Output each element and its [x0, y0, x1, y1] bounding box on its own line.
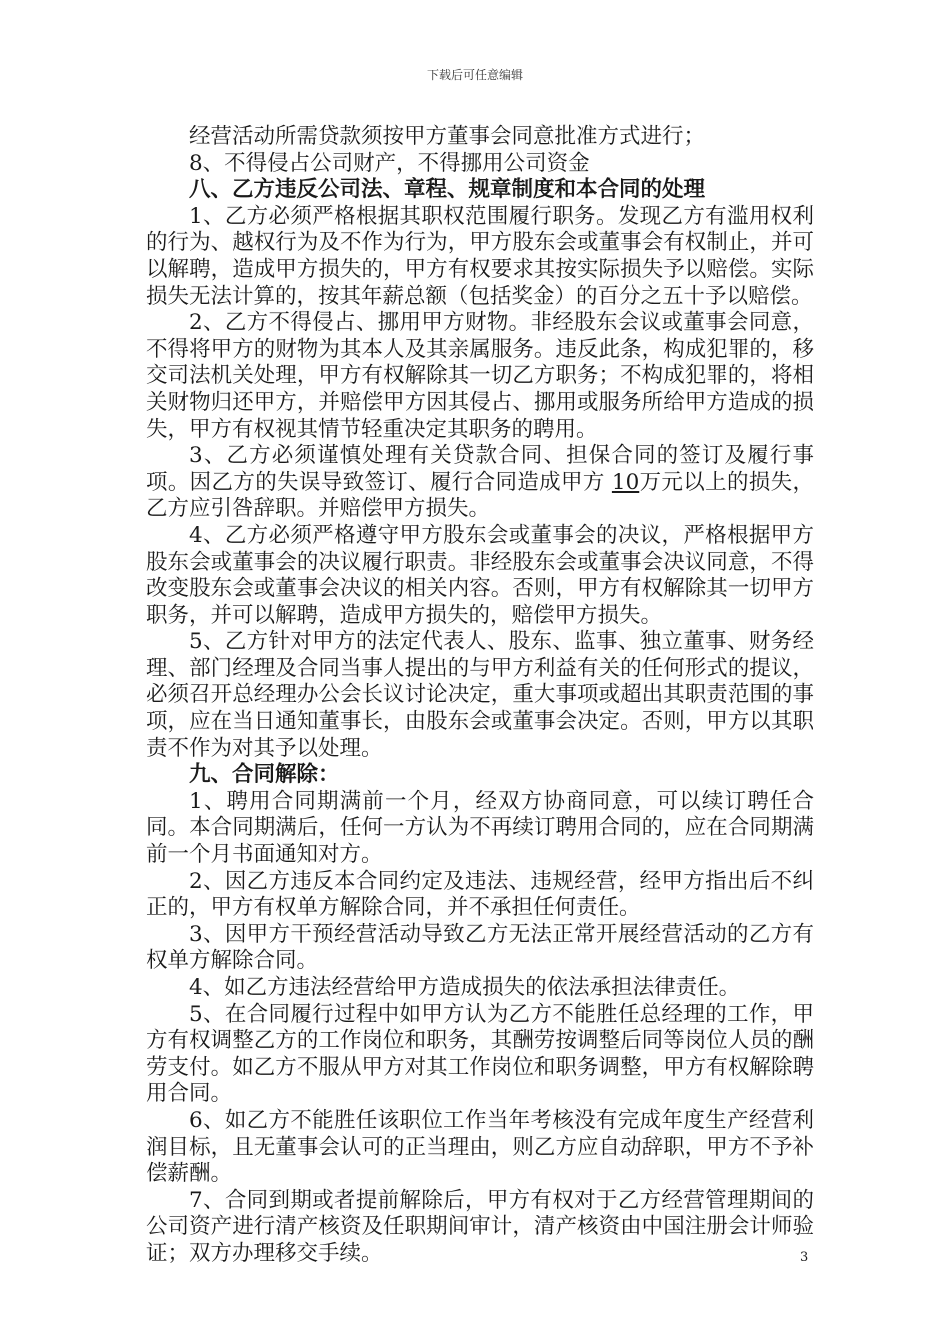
section-8-clause-1: 1、乙方必须严格根据其职权范围履行职务。发现乙方有滥用权利的行为、越权行为及不作为行为，甲方股东会或董事会有权制止，并可以解聘，造成甲方损失的，甲方有权要求其按实际损失予以赔偿。实际损失无法计算的，按其年薪总额（包括奖金）的百分之五十予以赔偿。 [146, 203, 814, 309]
section-9-clause-2: 2、因乙方违反本合同约定及违法、违规经营，经甲方指出后不纠正的，甲方有权单方解除合同，并不承担任何责任。 [146, 868, 814, 921]
document-body [146, 124, 814, 1268]
section-8-clause-4: 4、乙方必须严格遵守甲方股东会或董事会的决议，严格根据甲方股东会或董事会的决议履行职责。非经股东会或董事会决议同意，不得改变股东会或董事会决议的相关内容。否则，甲方有权解除其一切甲方职务，并可以解聘，造成甲方损失的，赔偿甲方损失。 [146, 522, 814, 628]
section-9-clause-3: 3、因甲方干预经营活动导致乙方无法正常开展经营活动的乙方有权单方解除合同。 [146, 921, 814, 974]
section-9-clause-4: 4、如乙方违法经营给甲方造成损失的依法承担法律责任。 [189, 975, 741, 1000]
section-heading-8: 八、乙方违反公司法、章程、规章制度和本合同的处理 [189, 177, 706, 203]
clause-3-text-before: 3、乙方必须谨慎处理有关贷款合同、担保合同的签订及履行事项。因乙方的失误导致签订、履行合同造成甲方 [146, 443, 814, 495]
clause-3-text-after: 万元以上的损失，乙方应引咎辞职。并赔偿甲方损失。 [146, 469, 814, 522]
page-number: 3 [800, 1250, 809, 1265]
loss-threshold-amount: 10 [611, 469, 640, 495]
section-9-clause-5: 5、在合同履行过程中如甲方认为乙方不能胜任总经理的工作，甲方有权调整乙方的工作岗位和职务，其酬劳按调整后同等岗位人员的酬劳支付。如乙方不服从甲方对其工作岗位和职务调整，甲方有权解除聘用合同。 [146, 1001, 814, 1107]
page-header: 下载后可任意编辑 [426, 68, 523, 82]
section-9-clause-7: 7、合同到期或者提前解除后，甲方有权对于乙方经营管理期间的公司资产进行清产核资及任职期间审计，清产核资由中国注册会计师验证；双方办理移交手续。 [146, 1187, 814, 1266]
section-9-clause-1: 1、聘用合同期满前一个月，经双方协商同意，可以续订聘任合同。本合同期满后，任何一方认为不再续订聘用合同的，应在合同期满前一个月书面通知对方。 [146, 788, 814, 868]
section-8-clause-3 [146, 443, 814, 523]
paragraph-loan-approval: 经营活动所需贷款须按甲方董事会同意批准方式进行； [189, 124, 706, 149]
paragraph-item-8: 8、不得侵占公司财产，不得挪用公司资金 [189, 150, 590, 176]
section-8-clause-5: 5、乙方针对甲方的法定代表人、股东、监事、独立董事、财务经理、部门经理及合同当事人提出的与甲方利益有关的任何形式的提议，必须召开总经理办公会长议讨论决定，重大事项或超出其职责范围的事项，应在当日通知董事长，由股东会或董事会决定。否则，甲方以其职责不作为对其予以处理。 [146, 629, 814, 761]
section-heading-9: 九、合同解除： [189, 762, 340, 788]
section-9-clause-6: 6、如乙方不能胜任该职位工作当年考核没有完成年度生产经营利润目标，且无董事会认可的正当理由，则乙方应自动辞职，甲方不予补偿薪酬。 [146, 1107, 814, 1187]
section-8-clause-2: 2、乙方不得侵占、挪用甲方财物。非经股东会议或董事会同意，不得将甲方的财物为其本人及其亲属服务。违反此条，构成犯罪的，移交司法机关处理，甲方有权解除其一切乙方职务；不构成犯罪的，将相关财物归还甲方，并赔偿甲方因其侵占、挪用或服务所给甲方造成的损失，甲方有权视其情节轻重决定其职务的聘用。 [146, 310, 814, 442]
